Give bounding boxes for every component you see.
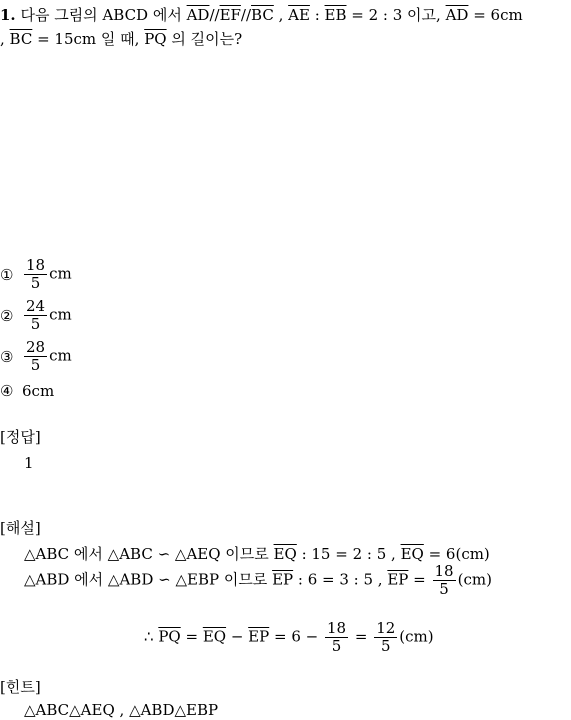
explanation-line-1 [24,544,490,564]
explanation-text: : 15 = 2 : 5 , [296,545,401,563]
explanation-text: − [226,627,249,646]
problem-line-1 [0,5,523,25]
explanation-text: = [180,627,203,646]
unit: cm [49,264,72,283]
choice-2[interactable] [0,298,72,333]
therefore-sign: ∴ [144,627,159,646]
numerator: 28 [26,338,46,356]
problem-text: , [0,30,10,48]
numerator: 24 [26,297,46,315]
parallel-sign: // [240,6,252,24]
hint-text: △ABC△AEQ , △ABD△EBP [24,701,219,719]
explanation-header: [해설] [0,519,41,537]
problem-line-2 [0,29,242,49]
choice-fraction [24,339,47,374]
segment-ad: $\overline{AD}$ [186,6,210,24]
segment-ep: $\overline{EP}$ [387,570,409,589]
explanation-text: = [350,627,373,646]
answer-value: 1 [24,454,34,472]
numerator: 18 [26,256,46,274]
explanation-text: (cm) [399,627,434,646]
denominator: 5 [30,356,41,374]
choice-mark: ① [0,265,14,284]
choice-fraction [24,298,47,333]
denominator: 5 [380,637,391,655]
fraction [374,620,397,655]
numerator: 18 [434,562,454,580]
explanation-line-3 [144,620,434,655]
denominator: 5 [30,274,41,292]
hint-header: [힌트] [0,678,41,696]
explanation-text: = [408,570,431,589]
choice-3[interactable] [0,339,72,374]
explanation-text: (cm) [457,570,492,589]
fraction [433,563,456,598]
choice-1[interactable] [0,257,72,292]
segment-ep: $\overline{EP}$ [248,627,270,646]
denominator: 5 [30,315,41,333]
answer-header: [정답] [0,428,41,446]
unit: cm [49,305,72,324]
problem-number: 1. [0,6,16,24]
ratio-colon: : [309,6,325,24]
segment-ep: $\overline{EP}$ [272,570,294,589]
problem-text: , [273,6,289,24]
choice-text: 6cm [22,382,55,400]
segment-ae: $\overline{AE}$ [288,6,310,24]
problem-text: = 15cm 일 때, [32,30,145,48]
explanation-text: : 6 = 3 : 5 , [293,570,388,589]
choice-mark: ② [0,306,14,325]
choice-mark: ③ [0,347,14,366]
parallel-sign: // [209,6,220,24]
segment-pq: $\overline{PQ}$ [158,627,181,646]
choice-mark: ④ [0,382,14,400]
segment-ad: $\overline{AD}$ [445,6,469,24]
explanation-text: = 6(cm) [423,545,490,563]
numerator: 12 [376,619,396,637]
problem-text: = 6cm [468,6,523,24]
explanation-text: △ABD 에서 △ABD ∽ △EBP 이므로 [24,570,273,589]
explanation-text: = 6 − [269,627,323,646]
fraction [325,620,348,655]
segment-eq: $\overline{EQ}$ [273,545,297,563]
segment-bc: $\overline{BC}$ [251,6,274,24]
explanation-text: △ABC 에서 △ABC ∽ △AEQ 이므로 [24,545,274,563]
figure-area [0,60,571,260]
choice-fraction [24,257,47,292]
unit: cm [49,346,72,365]
segment-eq: $\overline{EQ}$ [400,545,424,563]
segment-ef: $\overline{EF}$ [219,6,241,24]
segment-pq: $\overline{PQ}$ [144,30,167,48]
numerator: 18 [326,619,347,637]
denominator: 5 [331,637,342,655]
segment-bc: $\overline{BC}$ [9,30,33,48]
segment-eb: $\overline{EB}$ [324,6,347,24]
problem-text: 의 길이는? [166,30,243,48]
segment-eq: $\overline{EQ}$ [202,627,227,646]
problem-text: = 2 : 3 이고, [346,6,446,24]
denominator: 5 [439,580,449,598]
choice-4[interactable] [0,381,54,400]
problem-text: 다음 그림의 ABCD 에서 [20,6,187,24]
explanation-line-2 [24,563,492,598]
